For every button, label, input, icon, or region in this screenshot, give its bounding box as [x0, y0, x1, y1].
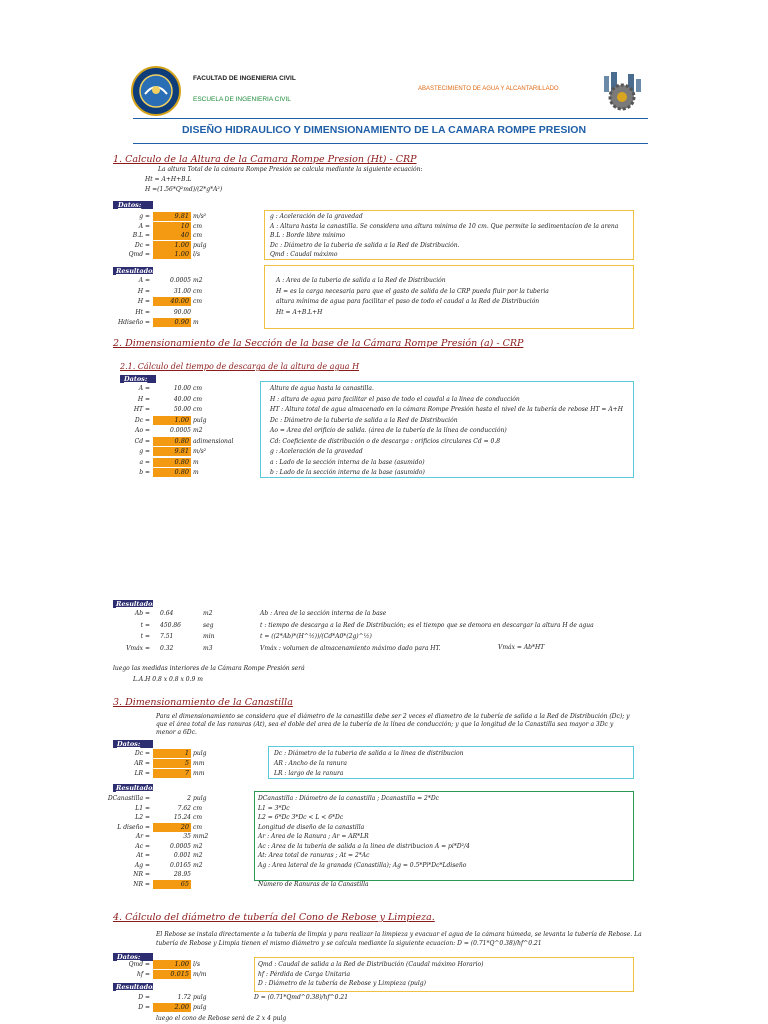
s2-vmax-eq: Vmáx = Ab*HT [498, 644, 545, 651]
row-label: Dc = [134, 241, 150, 249]
row-desc: g : Aceleración de la gravedad [270, 448, 363, 455]
row-label: Hdiseño = [117, 319, 150, 326]
s4-datos-tag: Datos: [117, 953, 141, 961]
row-desc: A : Altura hasta la canastilla. Se considera una altura minima de 10 cm. Que permite la sedimentacion de la arena [270, 222, 619, 230]
row-label: H = [137, 395, 150, 403]
row-label: Qmd = [128, 251, 150, 258]
row-value-highlight: 40 [153, 231, 191, 240]
row-label: g = [139, 213, 150, 220]
row-label: HT = [133, 406, 150, 413]
row-unit: m [193, 469, 199, 476]
row-label: H = [137, 287, 150, 295]
s1-intro: La altura Total de la cámara Rompe Presión se calcula mediante la siguiente ecuación: [158, 166, 423, 173]
s2-conclusion: luego las medidas interiores de la Cámara Rompe Presión será [113, 665, 305, 672]
row-value: 50.00 [173, 406, 191, 413]
row-value-highlight: 1.00 [153, 960, 191, 969]
row-unit: cm [193, 804, 203, 812]
row-value-highlight: 10 [153, 222, 191, 231]
row-unit: pulg [193, 750, 207, 757]
row-label: H = [137, 298, 150, 305]
row-value: 90.00 [173, 308, 191, 316]
row-desc: g : Aceleración de la gravedad [270, 213, 363, 220]
s3-intro-3: menor a 6Dc. [156, 729, 197, 736]
row-desc: Número de Ranuras de la Canastilla [258, 880, 369, 888]
s1-eq1: Ht = A+H+B.L [145, 176, 192, 183]
row-unit: m/s² [193, 213, 207, 220]
row-unit: cm [193, 287, 203, 295]
row-label: t = [140, 621, 150, 629]
row-label: L2 = [135, 814, 150, 821]
row-unit: m2 [193, 861, 203, 869]
row-unit: cm [193, 406, 203, 413]
row-unit: pulg [193, 1004, 207, 1011]
row-desc: L1 = 3*Dc [258, 804, 290, 812]
row-unit: cm [193, 823, 203, 831]
row-unit: pulg [193, 416, 207, 424]
row-unit: m/s² [193, 448, 207, 455]
row-unit: m2 [193, 427, 203, 434]
row-desc: B.L : Borde libre mínimo [270, 232, 346, 239]
row-value: 0.0005 [170, 842, 191, 850]
faculty-logo [131, 66, 181, 116]
row-label: A = [138, 222, 150, 230]
row-label: Ar = [135, 833, 150, 840]
header-rule-bottom [133, 143, 648, 144]
row-label: b = [139, 469, 150, 476]
row-label: LR = [134, 770, 150, 777]
row-label: D = [138, 994, 150, 1001]
row-value-highlight: 0.80 [153, 458, 191, 467]
row-unit: seg [203, 621, 214, 629]
row-unit: adimensional [193, 437, 234, 445]
row-label: Dc = [134, 416, 150, 424]
s1-eq2: H =(1.56*Q²md)/(2*g*A²) [145, 186, 223, 193]
engineering-logo [600, 70, 645, 112]
page-title: DISEÑO HIDRAULICO Y DIMENSIONAMIENTO DE LA CAMARA ROMPE PRESION [181, 124, 587, 136]
row-unit: cm [193, 222, 203, 230]
row-value: 40.00 [173, 395, 191, 403]
row-desc: Ht = A+B.L+H [276, 308, 323, 316]
header-rule-top [133, 118, 648, 119]
s2-subtitle: 2.1. Cálculo del tiempo de descarga de la altura de agua H [120, 362, 360, 371]
row-label: Dc = [134, 750, 150, 757]
row-value-highlight: 0.015 [153, 970, 191, 979]
row-label: Ag = [134, 861, 150, 869]
row-value-highlight: 1.00 [153, 241, 191, 250]
s3-intro-2: que el área total de las ranuras (At), sea el doble del area de la tubería de la línea de conducción; y que la longitud de la Canastilla sea mayor a 3Dc y [156, 721, 614, 728]
row-unit: m2 [203, 610, 213, 617]
row-desc: Vmáx : volumen de almacenamiento máximo dado para HT. [260, 644, 441, 652]
row-label: Ac = [135, 842, 150, 850]
row-unit: m/m [193, 970, 207, 978]
faculty-name: FACULTAD DE INGENIERIA CIVIL [193, 75, 296, 82]
row-unit: pulg [193, 241, 207, 249]
row-desc: A : Area de la tuberia de salida a la Red de Distribución [276, 277, 446, 284]
s1-res-tag: Resultados: [116, 267, 159, 275]
row-unit: cm [193, 385, 203, 392]
s3-title: 3. Dimensionamiento de la Canastilla [113, 697, 293, 708]
row-desc: H = es la carga necesaria para que el gasto de salida de la CRP pueda fluir por la tuberia [276, 287, 549, 295]
row-unit: l/s [193, 251, 201, 258]
row-desc: Dc : Diámetro de la tuberia de salida a la linea de distribucion [274, 750, 464, 757]
gear-city-icon [600, 70, 645, 112]
row-value: 0.0005 [170, 427, 191, 434]
row-label: Qmd = [128, 961, 150, 968]
row-label: NR = [133, 871, 150, 878]
row-label: D = [138, 1004, 150, 1011]
row-label: A = [138, 385, 150, 392]
row-label: Vmáx = [126, 644, 150, 652]
row-desc: Cd: Coeficiente de distribución o de descarga : orificios circulares Cd = 0.8 [270, 437, 501, 445]
row-unit: cm [193, 232, 203, 239]
row-value-highlight: 0.90 [153, 318, 191, 327]
row-label: B.L = [132, 232, 150, 239]
row-desc: D : Diámetro de la tubería de Rebose y Limpieza (pulg) [258, 980, 426, 987]
row-desc: Ag : Area lateral de la granada (Canastilla); Ag = 0.5*Pi*Dc*Ldiseño [258, 861, 467, 869]
row-label: Ao = [135, 427, 150, 434]
s1-title: 1. Calculo de la Altura de la Camara Rompe Presion (Ht) - CRP [113, 154, 417, 165]
s3-datos-tag: Datos: [117, 740, 141, 748]
row-desc: LR : largo de la ranura [274, 770, 344, 777]
row-desc: Ab : Area de la sección interna de la base [260, 610, 387, 617]
s4-intro-2: tubería de Rebose y Limpia tienen el mismo diámetro y se calcula mediante la siguiente ecuacion: D = (0.71*Q^0.38)/hf^0.21 [156, 940, 542, 947]
seal-icon [133, 68, 179, 114]
row-label: Ab = [134, 610, 150, 617]
row-desc: Dc : Diámetro de la tuberia de salida a la Red de Distribución [270, 416, 458, 424]
row-value: 28.95 [173, 871, 191, 878]
row-unit: m2 [193, 842, 203, 850]
row-value: 35 [183, 833, 191, 840]
row-desc: HT : Altura total de agua almacenado en la cámara Rompe Presión hasta el nivel de la tubería de rebose HT = A+H [270, 406, 623, 413]
row-desc: H : altura de agua para facilitar el paso de todo el caudal a la linea de conducción [270, 395, 520, 403]
row-value: 0.64 [160, 610, 174, 617]
row-unit: pulg [193, 795, 207, 802]
row-desc: AR : Ancho de la ranura [274, 760, 347, 767]
row-value: 450.86 [160, 621, 181, 629]
row-desc: Qmd : Caudal máximo [270, 251, 338, 258]
row-value: 15.24 [173, 814, 191, 821]
row-value-highlight: 9.81 [153, 447, 191, 456]
row-desc: Ao = Area del orificio de salida. (área de la tubería de la línea de conducción) [270, 427, 507, 434]
s3-res-tag: Resultados: [116, 784, 159, 792]
row-unit: mm [193, 760, 205, 767]
row-label: L1 = [135, 804, 150, 812]
row-unit: m2 [193, 277, 203, 284]
row-label: a = [139, 458, 150, 466]
row-unit: m3 [203, 644, 213, 652]
row-desc: Altura de agua hasta la canastilla. [270, 385, 374, 392]
row-value: 0.0005 [170, 277, 191, 284]
project-name: ABASTECIMIENTO DE AGUA Y ALCANTARILLADO [418, 86, 559, 92]
row-value-highlight: 1.00 [153, 250, 191, 259]
row-label: g = [139, 448, 150, 455]
row-unit: mm2 [193, 833, 209, 840]
row-value-highlight: 40.00 [153, 297, 191, 306]
row-label: DCanastilla = [107, 795, 150, 802]
row-unit: pulg [193, 994, 207, 1001]
row-desc: Longitud de diseño de la canastilla [258, 823, 365, 831]
row-unit: l/s [193, 961, 201, 968]
s2-title: 2. Dimensionamiento de la Sección de la base de la Cámara Rompe Presión (a) - CRP [113, 338, 524, 349]
s3-intro-1: Para el dimensionamiento se considera que el diámetro de la canastilla debe ser 2 veces el diametro de la tubería de salida a la Red de Distribución (Dc); y [156, 713, 630, 720]
row-value: 10.00 [173, 385, 191, 392]
row-desc: At: Area total de ranuras ; At = 2*Ac [258, 852, 370, 859]
row-label: At = [136, 852, 150, 859]
row-label: NR = [133, 880, 150, 888]
row-label: AR = [134, 760, 150, 767]
row-value: 0.32 [160, 644, 174, 652]
row-value-highlight: 65 [153, 880, 191, 889]
row-value-highlight: 5 [153, 759, 191, 768]
row-value-highlight: 0.80 [153, 468, 191, 477]
row-value: 0.001 [173, 852, 191, 859]
row-value: 0.0165 [170, 861, 191, 869]
row-value: 7.62 [177, 804, 191, 812]
s2-res-tag: Resultados: [116, 600, 159, 608]
row-desc: a : Lado de la sección interna de la base (asumido) [270, 458, 425, 466]
s1-result-box [264, 265, 634, 329]
row-desc: Qmd : Caudal de salida a la Red de Distribución (Caudal máximo Horario) [258, 961, 484, 968]
row-unit: min [203, 633, 215, 640]
row-desc: t : tiempo de descarga a la Red de Distribución; es el tiempo que se demora en descargar la altura H de agua [260, 621, 594, 629]
row-value-highlight: 1 [153, 749, 191, 758]
row-desc: Dc : Diámetro de la tuberia de salida a la Red de Distribución. [270, 241, 460, 249]
row-desc: t = ((2*Ab)*(H^½))/(Cd*A0*(2g)^½) [260, 633, 372, 640]
row-desc: b : Lado de la sección interna de la base (asumido) [270, 469, 425, 476]
row-desc: Ac : Area de la tuberia de salida a la linea de distribucion A = pi*D²/4 [258, 842, 470, 850]
row-label: hf = [136, 970, 150, 978]
s4-res-tag: Resultados: [116, 983, 159, 991]
school-name: ESCUELA DE INGENIERIA CIVIL [193, 96, 291, 103]
row-unit: m2 [193, 852, 203, 859]
row-label: Cd = [134, 437, 150, 445]
row-value-highlight: 9.81 [153, 212, 191, 221]
row-label: Ht = [135, 308, 150, 316]
s1-datos-tag: Datos: [118, 201, 142, 209]
row-value-highlight: 2.00 [153, 1003, 191, 1012]
s4-intro-1: El Rebose se instala directamente a la tubería de limpia y para realizar la limpieza y evacuar el agua de la cámara húmeda, se levanta la tubería de Rebose. La [156, 931, 642, 938]
row-unit: cm [193, 814, 203, 821]
row-label: L diseño = [117, 823, 150, 831]
row-value-highlight: 0.80 [153, 437, 191, 446]
s2-datos-tag: Datos: [124, 375, 148, 383]
row-value-highlight: 1.00 [153, 416, 191, 425]
s4-title: 4. Cálculo del diámetro de tubería del Cono de Rebose y Limpieza. [113, 912, 435, 923]
row-unit: m [193, 319, 199, 326]
row-label: t = [140, 633, 150, 640]
row-desc: Ar : Area de la Ranura ; Ar = AR*LR [258, 833, 369, 840]
row-label: A = [138, 277, 150, 284]
row-unit: m [193, 458, 199, 466]
row-unit: cm [193, 298, 203, 305]
row-value: 7.51 [160, 633, 174, 640]
s4-conclusion: luego el cono de Rebose será de 2 x 4 pulg [156, 1015, 287, 1022]
row-unit: cm [193, 395, 203, 403]
row-value: 31.00 [173, 287, 191, 295]
row-value: 1.72 [177, 994, 191, 1001]
row-value: 2 [187, 795, 191, 802]
row-value-highlight: 20 [153, 823, 191, 832]
row-desc: altura mínima de agua para facilitar el paso de todo el caudal a la Red de Distribución [276, 298, 540, 305]
row-value-highlight: 7 [153, 769, 191, 778]
row-unit: mm [193, 770, 205, 777]
s2-lah: L.A.H 0.8 x 0.8 x 0.9 m [133, 676, 203, 683]
row-desc: L2 = 6*Dc 3*Dc < L < 6*Dc [258, 814, 344, 821]
row-desc: hf : Pérdida de Carga Unitaria [258, 970, 351, 978]
row-desc: D = (0.71*Qmd^0.38)/hf^0.21 [254, 994, 349, 1001]
row-desc: DCanastilla : Diámetro de la canastilla ; Dcanastilla = 2*Dc [258, 795, 440, 802]
